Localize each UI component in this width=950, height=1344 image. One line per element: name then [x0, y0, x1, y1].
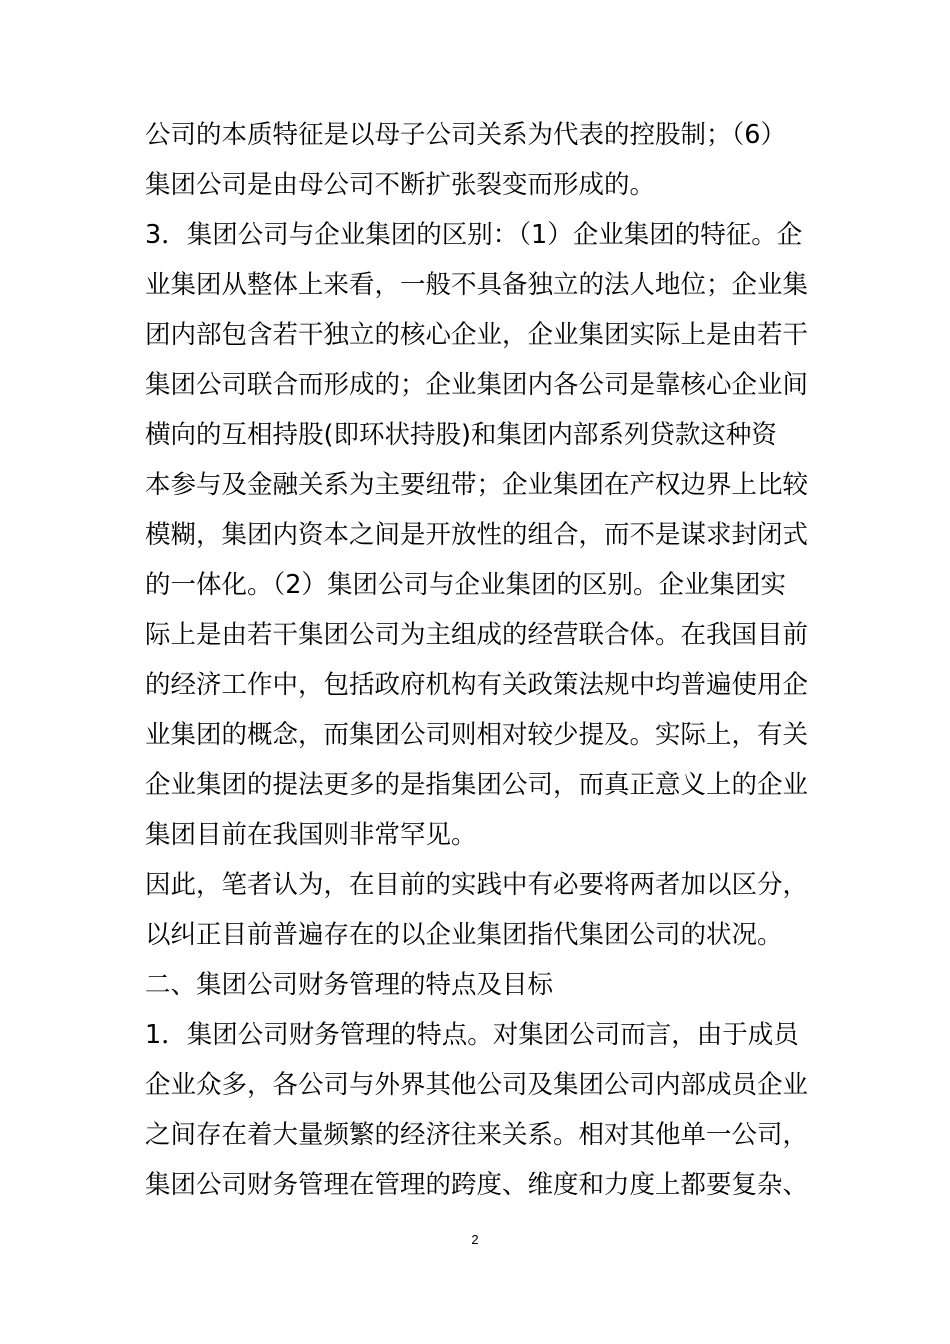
section-heading: 二、集团公司财务管理的特点及目标 — [145, 970, 554, 1000]
text-line: 横向的互相持股(即环状持股)和集团内部系列贷款这种资 — [145, 420, 777, 450]
text-line: 因此，笔者认为，在目前的实践中有必要将两者加以区分， — [145, 870, 809, 900]
text-line: 以纠正目前普遍存在的以企业集团指代集团公司的状况。 — [145, 920, 783, 950]
text-line: 团内部包含若干独立的核心企业，企业集团实际上是由若干 — [145, 320, 809, 350]
text-line: 3．集团公司与企业集团的区别：（1）企业集团的特征。企 — [145, 220, 803, 250]
text-line: 集团目前在我国则非常罕见。 — [145, 820, 477, 850]
text-line: 的一体化。（2）集团公司与企业集团的区别。企业集团实 — [145, 570, 786, 600]
text-line: 集团公司财务管理在管理的跨度、维度和力度上都要复杂、 — [145, 1170, 809, 1200]
text-line: 之间存在着大量频繁的经济往来关系。相对其他单一公司， — [145, 1120, 809, 1150]
text-line: 的经济工作中，包括政府机构有关政策法规中均普遍使用企 — [145, 670, 809, 700]
page-number: 2 — [471, 1232, 479, 1247]
text-line: 企业集团的提法更多的是指集团公司，而真正意义上的企业 — [145, 770, 809, 800]
text-line: 公司的本质特征是以母子公司关系为代表的控股制；（6） — [145, 120, 786, 150]
text-line: 本参与及金融关系为主要纽带；企业集团在产权边界上比较 — [145, 470, 809, 500]
text-line: 业集团的概念，而集团公司则相对较少提及。实际上，有关 — [145, 720, 809, 750]
text-line: 集团公司联合而形成的；企业集团内各公司是靠核心企业间 — [145, 370, 809, 400]
text-line: 业集团从整体上来看，一般不具备独立的法人地位；企业集 — [145, 270, 809, 300]
text-line: 企业众多，各公司与外界其他公司及集团公司内部成员企业 — [145, 1070, 809, 1100]
text-line: 模糊，集团内资本之间是开放性的组合，而不是谋求封闭式 — [145, 520, 809, 550]
text-line: 1．集团公司财务管理的特点。对集团公司而言，由于成员 — [145, 1020, 799, 1050]
text-line: 际上是由若干集团公司为主组成的经营联合体。在我国目前 — [145, 620, 809, 650]
text-line: 集团公司是由母公司不断扩张裂变而形成的。 — [145, 170, 656, 200]
document-body — [145, 110, 815, 1210]
